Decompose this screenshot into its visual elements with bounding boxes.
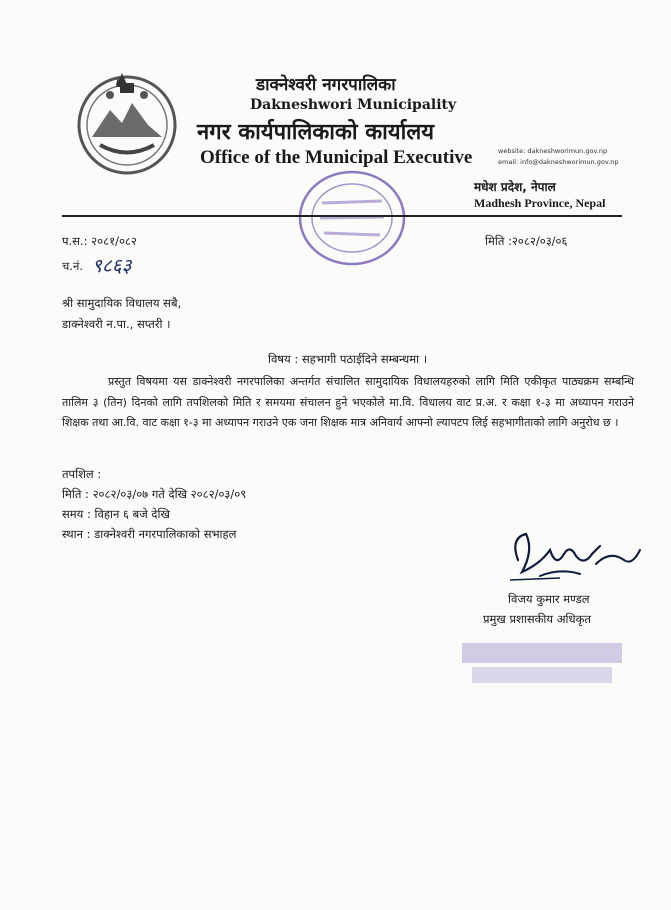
dispatch-label: च.नं. xyxy=(62,259,83,273)
office-title-nepali: नगर कार्यपालिकाको कार्यालय xyxy=(197,120,434,145)
letter-body: प्रस्तुत विषयमा यस डाक्नेश्वरी नगरपालिका अन्तर्गत संचालित सामुदायिक विधालयहरुको लागि मिति एकीकृत पाठ्यक्रम सम्बन्धि तालिम ३ (तिन) दिनको लागि तपशिलको मिति र समयमा संचालन हुने भएकोले मा.वि. विधालय वाट प्र.अ. र कक्षा १-३ मा अध्यापन गराउने शिक्षक तथा आ.वि. वाट कक्षा १-३ मा अध्यापन गराउने एक जना शिक्षक मात्र अनिवार्य आफ्नो ल्यापटप लिई सहभागीताको लागि अनुरोध छ । xyxy=(62,375,634,429)
handwritten-signature xyxy=(500,520,650,592)
details-heading: तपशिल : xyxy=(62,467,102,481)
office-seal-stamp xyxy=(282,163,412,273)
signatory-name: विजय कुमार मण्डल xyxy=(508,592,590,606)
email-text: email: info@dakneshworimun.gov.np xyxy=(498,158,619,166)
letter-subject: विषय : सहभागी पठाईदिने सम्बन्धमा । xyxy=(268,352,428,366)
details-block xyxy=(62,464,246,544)
contact-info xyxy=(498,146,619,168)
signatory-name-stamp xyxy=(452,635,632,695)
details-date: मिति : २०८२/०३/०७ गते देखि २०८२/०३/०९ xyxy=(62,487,247,501)
dispatch-number-handwritten: ९८६३ xyxy=(92,255,132,277)
header-divider xyxy=(62,215,622,217)
recipient-line-1: श्री सामुदायिक विधालय सबै, xyxy=(62,296,182,310)
province-english: Madhesh Province, Nepal xyxy=(474,196,606,210)
municipality-name-nepali: डाक्नेश्वरी नगरपालिका xyxy=(256,75,396,95)
signatory-title: प्रमुख प्रशासकीय अधिकृत xyxy=(483,612,591,626)
office-title-english: Office of the Municipal Executive xyxy=(200,147,473,168)
details-venue: स्थान : डाक्नेश्वरी नगरपालिकाको सभाहल xyxy=(62,527,237,541)
details-time: समय : विहान ६ बजे देखि xyxy=(62,507,170,521)
reference-number: प.स.: २०८१/०८२ xyxy=(62,234,137,248)
letter-date: मिति :२०८२/०३/०६ xyxy=(485,234,568,248)
website-text: website: dakneshworimun.gov.np xyxy=(498,147,608,155)
recipient-line-2: डाक्नेश्वरी न.पा., सप्तरी । xyxy=(62,317,171,331)
nepal-emblem-logo xyxy=(70,65,185,180)
province-nepali: मधेश प्रदेश, नेपाल xyxy=(474,180,556,194)
municipality-name-english: Dakneshwori Municipality xyxy=(250,97,457,113)
